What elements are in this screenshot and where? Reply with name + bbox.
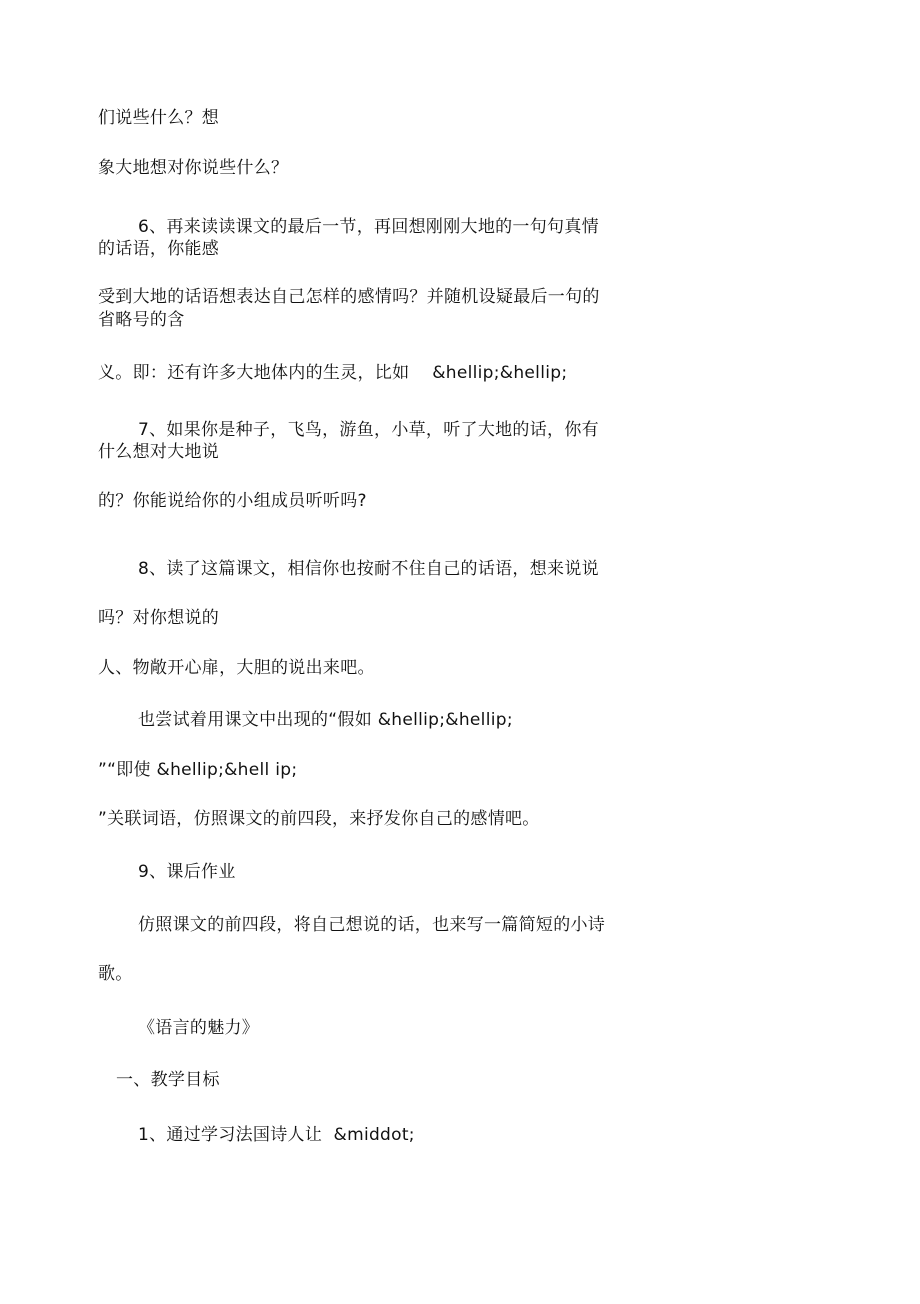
text-line: ”关联词语，仿照课文的前四段，来抒发你自己的感情吧。 (98, 809, 540, 829)
text-line: 什么想对大地说 (98, 442, 220, 462)
text-line: 1、通过学习法国诗人让 &middot; (138, 1125, 415, 1145)
text-line: 7、如果你是种子，飞鸟，游鱼，小草，听了大地的话，你有 (138, 420, 599, 440)
text-line: 受到大地的话语想表达自己怎样的感情吗？并随机设疑最后一句的 (98, 287, 600, 307)
text-line: 6、再来读读课文的最后一节，再回想刚刚大地的一句句真情 (138, 217, 599, 237)
text-line: 义。即：还有许多大地体内的生灵，比如 &hellip;&hellip; (98, 363, 568, 383)
text-line: 歌。 (98, 964, 133, 984)
text-line: 仿照课文的前四段，将自己想说的话，也来写一篇简短的小诗 (138, 915, 606, 935)
text-line: 吗？对你想说的 (98, 608, 220, 628)
text-line: ”“即使 &hellip;&hell ip; (98, 760, 298, 780)
text-line: 省略号的含 (98, 310, 185, 330)
section-heading: 一、教学目标 (116, 1070, 220, 1090)
text-line: 们说些什么？想 (98, 108, 220, 128)
text-line: 8、读了这篇课文，相信你也按耐不住自己的话语，想来说说 (138, 559, 599, 579)
text-line: 象大地想对你说些什么？ (98, 158, 289, 178)
text-line: 9、课后作业 (138, 862, 236, 882)
text-line: 的？你能说给你的小组成员听听吗? (98, 491, 367, 511)
text-line: 也尝试着用课文中出现的“假如 &hellip;&hellip; (138, 710, 513, 730)
section-title: 《语言的魅力》 (138, 1018, 260, 1038)
text-line: 人、物敞开心扉，大胆的说出来吧。 (98, 658, 375, 678)
text-line: 的话语，你能感 (98, 239, 220, 259)
